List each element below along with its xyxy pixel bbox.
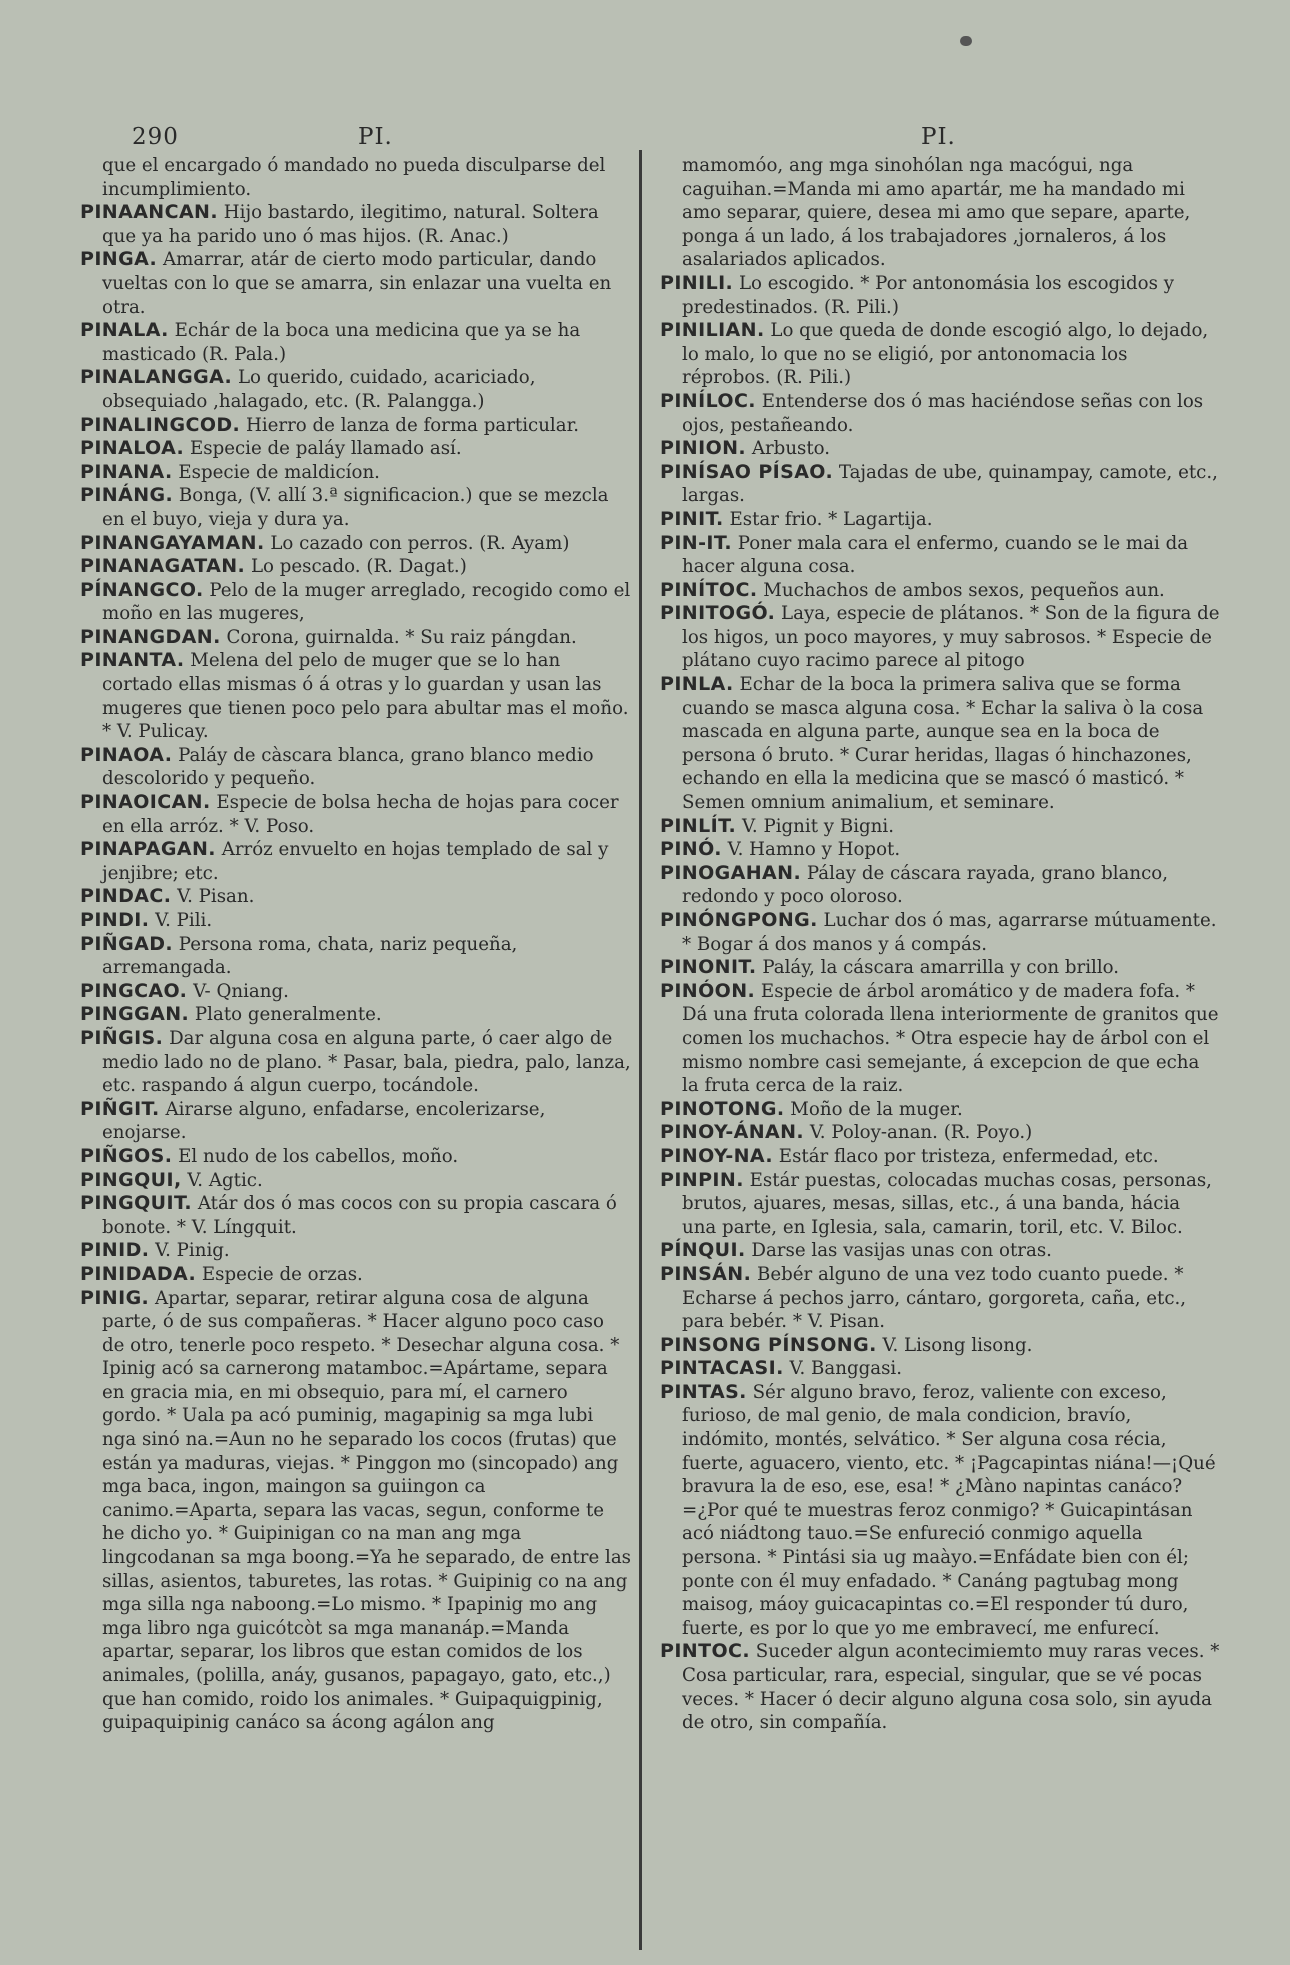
entry-definition: Paláy, la cáscara amarrilla y con brillo. (762, 957, 1120, 979)
left-running-title: PI. (358, 124, 393, 150)
entry-definition: Lo que queda de donde escogió algo, lo dejado, lo malo, lo que no se eligió, por antonomacia los réprobos. (R. Pili.) (682, 320, 1209, 389)
entry-headword: PIÑGIS. (80, 1026, 164, 1049)
entry-headword: PINÍLOC. (660, 389, 756, 412)
entry-definition: Bonga, (V. allí 3.ª significacion.) que se mezcla en el buyo, vieja y dura ya. (102, 485, 609, 530)
dictionary-entry (80, 461, 632, 485)
entry-definition: Moño de la muger. (790, 1098, 963, 1120)
dictionary-entry (80, 1287, 632, 1735)
dictionary-entry (80, 1239, 632, 1263)
entry-headword: PINÁNG. (80, 484, 174, 507)
dictionary-entry (80, 1027, 632, 1098)
entry-headword: PINTOC. (660, 1640, 750, 1663)
entry-headword: PINILIAN. (660, 319, 765, 342)
entry-headword: PINGQUI, (80, 1168, 182, 1191)
entry-headword: PINANTA. (80, 649, 185, 672)
dictionary-entry (660, 508, 1220, 532)
dictionary-entry (80, 885, 632, 909)
entry-headword: PINTAS. (660, 1380, 747, 1403)
entry-headword: PINÓ. (660, 838, 722, 861)
entry-headword: PINANGAYAMAN. (80, 531, 265, 554)
entry-headword: PINOGAHAN. (660, 861, 802, 884)
dictionary-entry (80, 1003, 632, 1027)
entry-definition: Entenderse dos ó mas haciéndose señas con los ojos, pestañeando. (682, 390, 1204, 436)
entry-definition: V. Pinig. (155, 1240, 230, 1262)
entry-headword: PINID. (80, 1239, 150, 1262)
dictionary-entry (660, 602, 1220, 673)
dictionary-entry (660, 1169, 1220, 1240)
dictionary-entry (80, 484, 632, 531)
entry-definition: Sér alguno bravo, feroz, valiente con exceso, furioso, de mal genio, de mala condicion, bravío, indómito, montés, selvático. * Ser alguna cosa récia, fuerte, aguacero, viento, etc. * ¡Pagcapintas niána!—¡Qué bravura la de eso, ese, esa! * ¿Màno napintas canáco?=¿Por qué te muestras feroz conmigo? * Guicapintásan acó niádtong tauo.=Se enfureció conmigo aquella persona. * Pintási sia ug maàyo.=Enfádate bien con él; ponte con él muy enfadado. * Canáng pagtubag mong maisog, máoy guicacapintas co.=El responder tú duro, fuerte, es por lo que yo me embravecí, me enfurecí. (682, 1381, 1216, 1639)
dictionary-entry (80, 201, 632, 248)
right-running-title: PI. (921, 124, 956, 150)
dictionary-entry (80, 980, 632, 1004)
dictionary-entry (660, 673, 1220, 815)
dictionary-entry (660, 532, 1220, 579)
dictionary-entry (80, 649, 632, 743)
entry-definition: V. Hamno y Hopot. (727, 839, 901, 861)
entry-headword: PINIT. (660, 507, 724, 530)
entry-headword: PINALINGCOD. (80, 413, 241, 436)
entry-definition: Pelo de la muger arreglado, recogido como el moño en las mugeres, (102, 579, 631, 625)
entry-headword: PINALANGGA. (80, 366, 233, 389)
dictionary-entry (80, 579, 632, 626)
entry-definition: Estár flaco por tristeza, enfermedad, etc. (778, 1145, 1159, 1167)
entry-definition: Estar frio. * Lagartija. (729, 508, 933, 530)
entry-headword: PINGA. (80, 248, 158, 271)
entry-headword: PINÓNGPONG. (660, 909, 818, 931)
entry-headword: PINALA. (80, 319, 169, 342)
entry-headword: PINIG. (80, 1286, 150, 1309)
entry-definition: V. Pili. (155, 910, 213, 931)
entry-headword: PIÑGAD. (80, 932, 173, 955)
entry-definition: Poner mala cara el enfermo, cuando se le mai da hacer alguna cosa. (682, 532, 1189, 578)
entry-definition: Especie de orzas. (201, 1263, 363, 1285)
entry-definition: Especie de árbol aromático y de madera fofa. * Dá una fruta colorada llena interiormente de granitos que comen los muchachos. * Otra especie hay de árbol con el mismo nombre casi semejante, á excepcion de que echa la fruta cerca de la raiz. (682, 980, 1219, 1097)
entry-definition: Dar alguna cosa en alguna parte, ó caer algo de medio lado no de plano. * Pasar, bala, piedra, palo, lanza, etc. raspando á algun cuerpo, tocándole. (102, 1027, 631, 1097)
entry-headword: PIN-IT. (660, 531, 732, 554)
dictionary-entry (80, 154, 632, 201)
right-column (660, 154, 1220, 1735)
dictionary-entry (80, 909, 632, 933)
dictionary-entry (80, 248, 632, 319)
dictionary-entry (80, 437, 632, 461)
entry-definition: Arbusto. (751, 438, 831, 460)
dictionary-entry (660, 815, 1220, 839)
entry-headword: PINPIN. (660, 1168, 744, 1191)
dictionary-entry (80, 1192, 632, 1239)
entry-headword: PINANA. (80, 460, 173, 483)
entry-definition: Lo querido, cuidado, acariciado, obsequiado ,halagado, etc. (R. Palangga.) (102, 367, 536, 412)
entry-headword: PINANAGATAN. (80, 555, 246, 578)
entry-definition: Airarse alguno, enfadarse, encolerizarse, enojarse. (102, 1098, 546, 1144)
entry-definition: Hijo bastardo, ilegitimo, natural. Soltera que ya ha parido uno ó mas hijos. (R. Anac.) (102, 202, 599, 247)
dictionary-entry (660, 437, 1220, 461)
entry-definition: Tajadas de ube, quinampay, camote, etc., largas. (682, 461, 1218, 507)
dictionary-entry (660, 1640, 1220, 1734)
entry-definition: V. Poloy-anan. (R. Poyo.) (809, 1122, 1033, 1144)
page-number: 290 (132, 124, 179, 150)
entry-definition: Persona roma, chata, nariz pequeña, arremangada. (102, 933, 518, 979)
entry-headword: PINGCAO. (80, 979, 188, 1002)
entry-definition: V. Pignit y Bigni. (741, 815, 894, 837)
entry-definition: Paláy de càscara blanca, grano blanco medio descolorido y pequeño. (102, 744, 594, 790)
entry-definition: Hierro de lanza de forma particular. (245, 414, 580, 436)
entry-headword: PINALOA. (80, 437, 185, 460)
entry-headword: PINLA. (660, 673, 734, 696)
dictionary-entry (660, 1121, 1220, 1145)
entry-headword: PÍNANGCO. (80, 578, 204, 601)
entry-definition: Darse las vasijas unas con otras. (751, 1240, 1052, 1262)
entry-headword: PINAANCAN. (80, 201, 218, 224)
entry-headword: PINDI. (80, 909, 150, 931)
ink-spot (960, 36, 972, 46)
dictionary-entry (660, 1381, 1220, 1641)
entry-definition: Plato generalmente. (194, 1004, 382, 1026)
dictionary-entry (660, 154, 1220, 272)
entry-definition: Amarrar, atár de cierto modo particular, dando vueltas con lo que se amarra, sin enlazar una vuelta en otra. (102, 249, 612, 318)
entry-headword: PINGQUIT. (80, 1192, 193, 1215)
dictionary-entry (80, 626, 632, 650)
dictionary-entry (660, 1357, 1220, 1381)
dictionary-entry (80, 933, 632, 980)
entry-headword: PINAOA. (80, 743, 173, 766)
dictionary-entry (660, 579, 1220, 603)
dictionary-entry (80, 532, 632, 556)
entry-definition: Bebér alguno de una vez todo cuanto puede. * Echarse á pechos jarro, cántaro, gorgoreta, caña, etc., para bebér. * V. Pisan. (682, 1263, 1187, 1333)
entry-definition: Pálay de cáscara rayada, grano blanco, redondo y poco oloroso. (682, 862, 1169, 908)
entry-headword: PINGGAN. (80, 1003, 190, 1026)
dictionary-entry (660, 956, 1220, 980)
dictionary-entry (660, 390, 1220, 437)
entry-definition: Lo pescado. (R. Dagat.) (250, 556, 467, 578)
dictionary-entry (660, 461, 1220, 508)
entry-headword: PINDAC. (80, 885, 172, 908)
entry-definition: V. Agtic. (187, 1169, 263, 1191)
entry-definition: Apartar, separar, retirar alguna cosa de alguna parte, ó de sus compañeras. * Hacer alguno poco caso de otro, tenerle poco respeto. * Desechar alguna cosa. * Ipinig acó sa carnerong matamboc.=Apártame, separa en gracia mia, en mi obsequio, para mí, el carnero gordo. * Uala pa acó puminig, magapinig sa mga lubi nga sinó na.=Aun no he separado los cocos (frutas) que están ya maduras, viejas. * Pinggon mo (sincopado) ang mga baca, ingon, maingon sa guiingon ca canimo.=Aparta, separa las vacas, segun, conforme te he dicho yo. * Guipinigan co na man ang mga lingcodanan sa mga boong.=Ya he separado, de entre las sillas, asientos, taburetes, las rotas. * Guipinig co na ang mga silla nga naboong.=Lo mismo. * Ipapinig mo ang mga libro nga guicótcòt sa mga mananáp.=Manda apartar, separar, los libros que estan comidos de los animales, (polilla, anáy, gusanos, papagayo, gato, etc.,) que han comido, roido los animales. * Guipaquigpinig, guipaquipinig canáco sa ácong agálon ang (102, 1287, 632, 1734)
entry-definition: Laya, especie de plátanos. * Son de la figura de los higos, un poco mayores, y muy sabrosos. * Especie de plátano cuyo racimo parece al pitogo (682, 603, 1220, 672)
dictionary-entry (660, 1239, 1220, 1263)
entry-headword: PINAOICAN. (80, 791, 211, 814)
dictionary-entry (660, 980, 1220, 1098)
left-column (80, 154, 632, 1735)
dictionary-entry (80, 744, 632, 791)
dictionary-entry (80, 1098, 632, 1145)
entry-definition: Especie de paláy llamado así. (189, 438, 462, 460)
entry-definition: Estár puestas, colocadas muchas cosas, personas, brutos, ajuares, mesas, sillas, etc., á una banda, hácia una parte, en Iglesia, sala, camarin, toril, etc. V. Biloc. (682, 1169, 1212, 1238)
entry-definition: Lo escogido. * Por antonomásia los escogidos y predestinados. (R. Pili.) (682, 272, 1175, 318)
entry-headword: PINSÁN. (660, 1262, 752, 1285)
entry-headword: PÍNQUI. (660, 1239, 746, 1262)
dictionary-entry (80, 414, 632, 438)
dictionary-entry (80, 555, 632, 579)
dictionary-entry (660, 909, 1220, 956)
entry-headword: PINÓON. (660, 979, 756, 1002)
entry-headword: PINIDADA. (80, 1262, 197, 1285)
dictionary-entry (80, 366, 632, 413)
entry-headword: PIÑGIT. (80, 1097, 160, 1120)
entry-definition: El nudo de los cabellos, moño. (178, 1145, 459, 1167)
entry-definition: Suceder algun acontecimiemto muy raras veces. * Cosa particular, rara, especial, singular, que se vé pocas veces. * Hacer ó decir alguno alguna cosa solo, sin ayuda de otro, sin compañía. (682, 1641, 1220, 1734)
entry-definition: Corona, guirnalda. * Su raiz pángdan. (226, 626, 577, 648)
entry-definition: Echar de la boca la primera saliva que se forma cuando se masca alguna cosa. * Echar la saliva ò la cosa mascada en alguna parte, aunque sea en la boca de persona ó bruto. * Curar heridas, llagas ó hinchazones, echando en ella la medicina que se mascó ó masticó. * Semen omnium animalium, et seminare. (682, 674, 1204, 814)
entry-definition: Especie de maldicíon. (178, 461, 380, 483)
entry-definition: Luchar dos ó mas, agarrarse mútuamente. * Bogar á dos manos y á compás. (682, 910, 1217, 955)
entry-headword: PINÍTOC. (660, 578, 758, 601)
entry-headword: PINION. (660, 437, 747, 460)
column-divider (639, 150, 642, 1950)
dictionary-entry (660, 1334, 1220, 1358)
entry-definition: Muchachos de ambos sexos, pequeños aun. (763, 579, 1165, 601)
dictionary-entry (660, 272, 1220, 319)
entry-headword: PINAPAGAN. (80, 838, 216, 861)
entry-definition: V. Pisan. (177, 886, 255, 908)
dictionary-entry (80, 1145, 632, 1169)
entry-definition: V. Banggasi. (789, 1358, 903, 1380)
entry-headword: PINLÍT. (660, 814, 737, 837)
dictionary-entry (660, 1263, 1220, 1334)
entry-headword: PINONIT. (660, 956, 757, 979)
entry-headword: PINOY-NA. (660, 1144, 773, 1167)
entry-definition: Melena del pelo de muger que se lo han cortado ellas mismas ó á otras y lo guardan y usan las mugeres que tienen poco pelo para abultar mas el moño. * V. Pulicay. (102, 650, 629, 743)
entry-definition: mamomóo, ang mga sinohólan nga macógui, nga caguihan.=Manda mi amo apartár, me ha mandado mi amo separar, quiere, desea mi amo que separe, aparte, ponga á un lado, á los trabajadores ,jornaleros, á los asalariados aplicados. (682, 155, 1191, 271)
dictionary-entry (660, 1145, 1220, 1169)
dictionary-entry (80, 1169, 632, 1193)
entry-definition: Arróz envuelto en hojas templado de sal y jenjibre; etc. (102, 839, 609, 884)
entry-definition: Atár dos ó mas cocos con su propia cascara ó bonote. * V. Língquit. (102, 1193, 617, 1238)
dictionary-entry (80, 1263, 632, 1287)
entry-definition: V. Lisong lisong. (882, 1334, 1033, 1356)
entry-headword: PINTACASI. (660, 1357, 784, 1380)
entry-definition: Lo cazado con perros. (R. Ayam) (270, 532, 570, 554)
entry-headword: PINÍSAO PÍSAO. (660, 460, 834, 483)
entry-definition: Echár de la boca una medicina que ya se ha masticado (R. Pala.) (102, 320, 581, 365)
dictionary-entry (80, 319, 632, 366)
entry-headword: PINANGDAN. (80, 625, 221, 648)
dictionary-entry (660, 862, 1220, 909)
entry-definition: Especie de bolsa hecha de hojas para cocer en ella arróz. * V. Poso. (102, 792, 619, 837)
entry-headword: PIÑGOS. (80, 1144, 173, 1167)
entry-headword: PINSONG PÍNSONG. (660, 1333, 877, 1356)
dictionary-entry (660, 319, 1220, 390)
entry-headword: PINITOGÓ. (660, 602, 776, 625)
entry-headword: PINILI. (660, 271, 734, 294)
entry-headword: PINOY-ÁNAN. (660, 1121, 805, 1144)
dictionary-entry (660, 1098, 1220, 1122)
entry-headword: PINOTONG. (660, 1097, 785, 1120)
dictionary-entry (660, 838, 1220, 862)
dictionary-entry (80, 791, 632, 838)
entry-definition: que el encargado ó mandado no pueda disculparse del incumplimiento. (102, 155, 606, 200)
dictionary-entry (80, 838, 632, 885)
entry-definition: V- Qniang. (193, 980, 289, 1002)
